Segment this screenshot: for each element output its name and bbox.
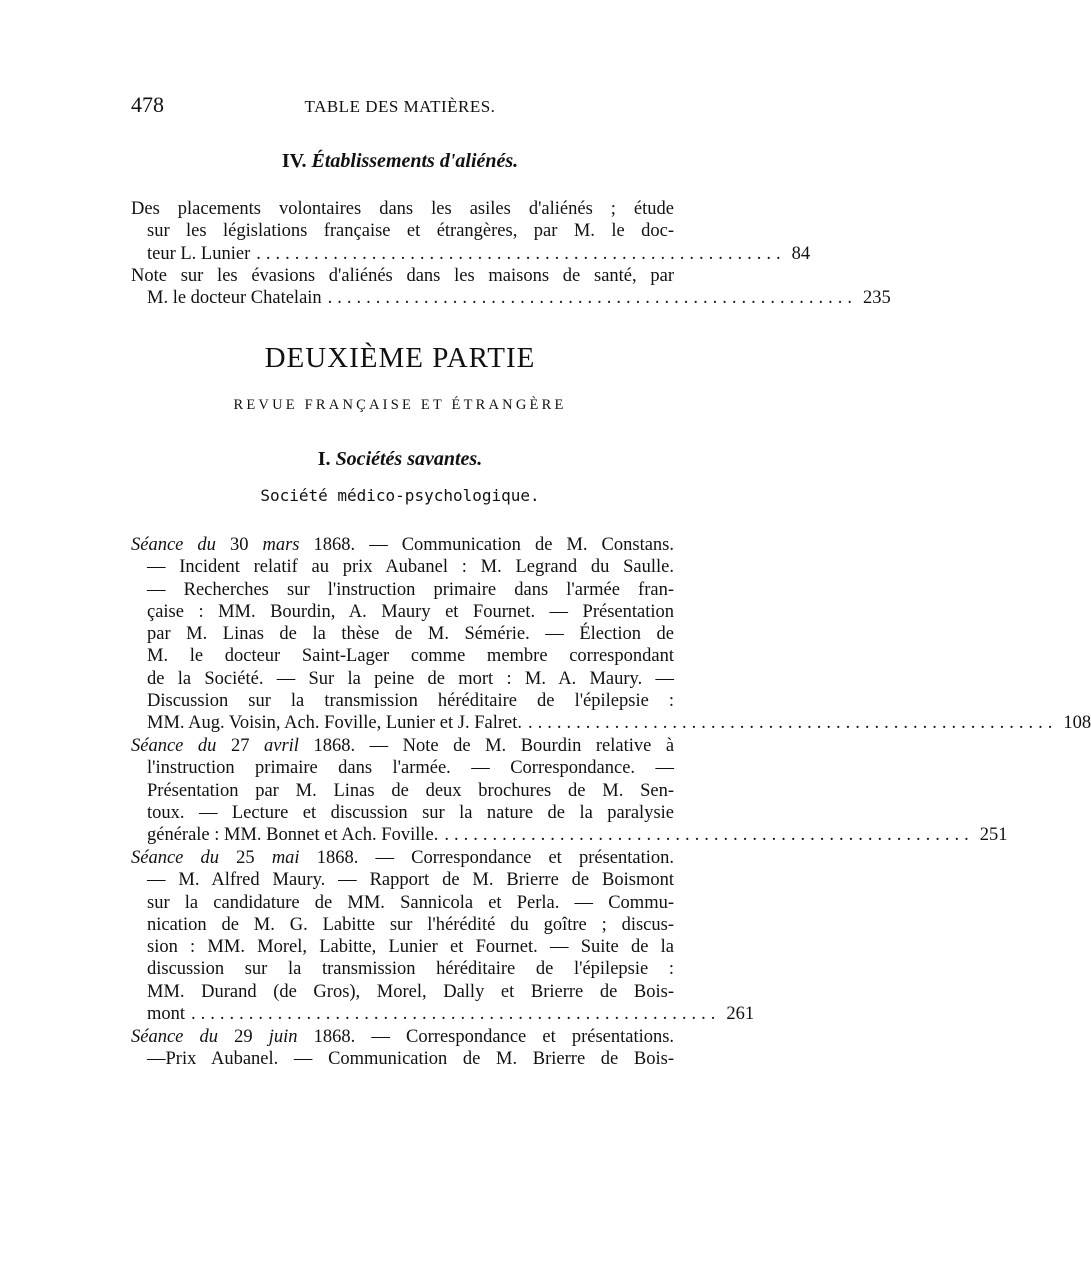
seance-month: mai (271, 848, 300, 868)
seance-year: 1868. (316, 848, 359, 868)
part-title: DEUXIÈME PARTIE (264, 342, 536, 374)
seance-month: juin (268, 1027, 298, 1047)
page-ref: 251 (979, 825, 1008, 846)
entry-line: sur la candidature de MM. Sannicola et Perla. — Commu- (147, 892, 674, 913)
page-ref: 235 (863, 288, 891, 309)
seance-month: avril (263, 736, 299, 756)
seance-entry (131, 847, 755, 1025)
part-subtitle: REVUE FRANÇAISE ET ÉTRANGÈRE (233, 397, 567, 413)
seance-du: du (197, 736, 217, 756)
seance-text: — Communication de M. Constans. (369, 535, 675, 555)
toc-entry (131, 198, 811, 265)
entry-line: —Prix Aubanel. — Communication de M. Brierre de Bois- (147, 1049, 674, 1070)
dot-leader: ....................................................... (444, 825, 974, 846)
page-number: 478 (131, 92, 164, 117)
seance-text: — Correspondance et présentations. (371, 1027, 675, 1047)
section-number: IV. (281, 150, 307, 172)
seance-entry (131, 534, 1091, 735)
entry-leader-line (131, 1003, 755, 1025)
entry-leader-line (131, 824, 1008, 846)
entry-line: par M. Linas de la thèse de M. Sémérie. — Élection de (147, 624, 674, 645)
society-name: Société médico-psychologique. (260, 486, 540, 505)
seance-du: du (197, 535, 216, 555)
entry-line: sion : MM. Morel, Labitte, Lunier et Fournet. — Suite de la (147, 937, 674, 958)
seance-label: Séance (131, 1027, 184, 1047)
seance-label: Séance (131, 848, 184, 868)
seance-day: 27 (230, 736, 250, 756)
entry-line: M. le docteur Saint-Lager comme membre correspondant (147, 646, 674, 667)
seance-day: 29 (234, 1027, 253, 1047)
entry-line: nication de M. G. Labitte sur l'hérédité du goître ; discus- (147, 914, 674, 935)
entry-line: toux. — Lecture et discussion sur la nature de la paralysie (147, 802, 674, 823)
entry-leader-line (131, 287, 891, 309)
seance-entry (131, 1026, 674, 1071)
seance-year: 1868. (313, 535, 356, 555)
entry-line: Des placements volontaires dans les asiles d'aliénés ; étude (131, 199, 674, 219)
entry-line: Note sur les évasions d'aliénés dans les maisons de santé, par (131, 266, 674, 286)
entry-line: l'instruction primaire dans l'armée. — Correspondance. — (147, 758, 674, 779)
entry-line: teur L. Lunier (147, 243, 251, 264)
seance-first-line (131, 1026, 674, 1048)
dot-leader: ....................................................... (191, 1004, 721, 1025)
section-number: I. (317, 448, 331, 470)
entry-line: générale : MM. Bonnet et Ach. Foville. (147, 825, 439, 846)
section-title: Établissements d'aliénés. (311, 150, 519, 172)
entry-line: discussion sur la transmission héréditaire de l'épilepsie : (147, 959, 674, 980)
seance-label: Séance (131, 736, 184, 756)
seance-du: du (200, 848, 220, 868)
seance-month: mars (262, 535, 300, 555)
entry-line: — Incident relatif au prix Aubanel : M. Legrand du Saulle. (147, 557, 674, 578)
entry-leader-line (131, 712, 1091, 734)
seance-entry (131, 735, 1008, 846)
entry-line: — M. Alfred Maury. — Rapport de M. Brierre de Boismont (147, 870, 674, 891)
seance-first-line (131, 735, 674, 757)
seance-text: — Note de M. Bourdin relative à (369, 736, 675, 756)
entry-line: çaise : MM. Bourdin, A. Maury et Fournet. — Présentation (147, 601, 674, 622)
section-heading-iv (0, 150, 800, 173)
seance-year: 1868. (313, 1027, 356, 1047)
entry-line: Présentation par M. Linas de deux brochures de M. Sen- (147, 780, 674, 801)
seance-first-line (131, 847, 674, 869)
entry-line: Discussion sur la transmission héréditaire de l'épilepsie : (147, 691, 674, 712)
seance-text: — Correspondance et présentation. (375, 848, 674, 868)
entry-line: sur les législations française et étrangères, par M. le doc- (147, 221, 674, 242)
entry-line: — Recherches sur l'instruction primaire dans l'armée fran- (147, 579, 674, 600)
page-ref: 261 (726, 1004, 755, 1025)
seance-day: 30 (229, 535, 249, 555)
seance-year: 1868. (313, 736, 356, 756)
running-head: TABLE DES MATIÈRES. (304, 97, 496, 116)
entry-leader-line (131, 243, 811, 265)
page-ref: 84 (791, 243, 811, 264)
section-title: Sociétés savantes. (335, 448, 483, 470)
entry-line: M. le docteur Chatelain (147, 288, 322, 309)
seance-day: 25 (236, 848, 255, 868)
dot-leader: ....................................................... (256, 243, 786, 264)
dot-leader: ....................................................... (327, 288, 858, 309)
toc-entry (131, 265, 891, 310)
entry-line: de la Société. — Sur la peine de mort : M. A. Maury. — (147, 668, 674, 689)
dot-leader: ....................................................... (527, 713, 1058, 734)
seance-first-line (131, 534, 674, 556)
entry-line: mont (147, 1004, 186, 1025)
seance-label: Séance (131, 535, 184, 555)
entry-line: MM. Durand (de Gros), Morel, Dally et Brierre de Bois- (147, 981, 674, 1002)
entry-line: MM. Aug. Voisin, Ach. Foville, Lunier et J. Falret. (147, 713, 522, 734)
page-ref: 108 (1063, 713, 1091, 734)
seance-du: du (199, 1027, 219, 1047)
section-heading-i (0, 448, 800, 471)
